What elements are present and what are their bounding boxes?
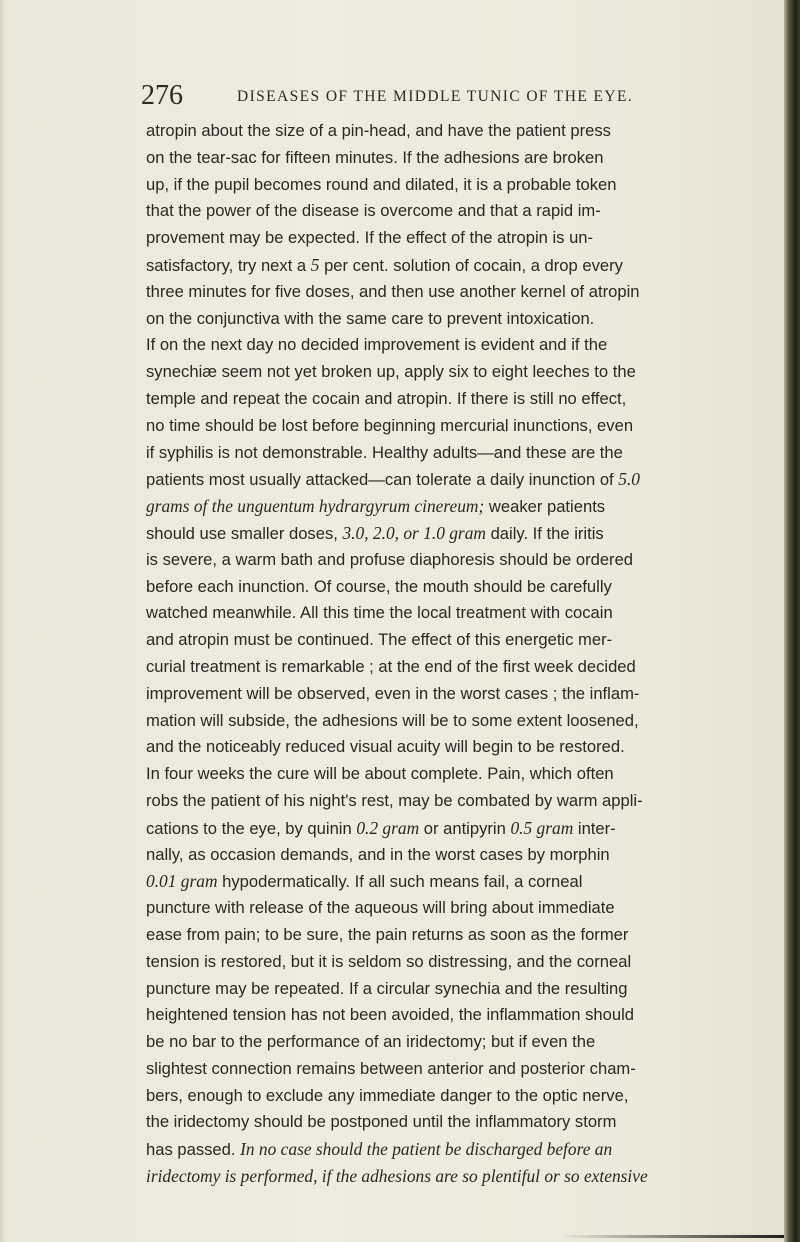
text-run: mation will subside, the adhesions will be to some extent loosened, bbox=[146, 710, 639, 730]
running-head bbox=[141, 76, 761, 116]
text-run: be no bar to the performance of an iridectomy; but if even the bbox=[146, 1032, 596, 1052]
italic-run: 0.5 gram bbox=[510, 817, 574, 838]
text-line bbox=[146, 681, 776, 708]
text-run: on the tear-sac for fifteen minutes. If the adhesions are broken bbox=[146, 147, 604, 167]
text-run: is severe, a warm bath and profuse diaphoresis should be ordered bbox=[146, 549, 634, 569]
text-line bbox=[146, 949, 776, 976]
text-run: before each inunction. Of course, the mouth should be carefully bbox=[146, 576, 612, 596]
text-line bbox=[146, 1002, 776, 1029]
text-line bbox=[146, 600, 776, 627]
text-line bbox=[146, 842, 776, 869]
italic-run: 5.0 bbox=[618, 469, 641, 490]
text-run: curial treatment is remarkable ; at the end of the first week decided bbox=[146, 656, 636, 676]
text-run: tension is restored, but it is seldom so distressing, and the corneal bbox=[146, 951, 632, 971]
text-line bbox=[146, 440, 776, 467]
text-line bbox=[146, 547, 776, 574]
body-text bbox=[146, 118, 776, 1190]
page-left-edge bbox=[0, 0, 6, 1242]
text-run: weaker patients bbox=[484, 497, 606, 517]
text-line bbox=[146, 1136, 776, 1163]
text-run: patients most usually attacked—can tolerate a daily inunction of bbox=[146, 470, 619, 490]
text-run: that the power of the disease is overcome and that a rapid im- bbox=[146, 201, 601, 221]
text-run: bers, enough to exclude any immediate danger to the optic nerve, bbox=[146, 1085, 629, 1105]
text-run: on the conjunctiva with the same care to prevent intoxication. bbox=[146, 308, 595, 328]
text-line bbox=[146, 574, 776, 601]
text-line bbox=[146, 788, 776, 815]
text-run: no time should be lost before beginning mercurial inunctions, even bbox=[146, 415, 634, 435]
text-line bbox=[146, 1056, 776, 1083]
text-line bbox=[146, 627, 776, 654]
text-run: up, if the pupil becomes round and dilated, it is a probable token bbox=[146, 174, 617, 194]
text-line bbox=[146, 895, 776, 922]
text-line bbox=[146, 1029, 776, 1056]
text-line bbox=[146, 654, 776, 681]
text-run: hypodermatically. If all such means fail, a corneal bbox=[217, 872, 583, 892]
text-run: per cent. solution of cocain, a drop every bbox=[319, 255, 623, 275]
text-run: inter- bbox=[573, 818, 616, 838]
text-line bbox=[146, 1163, 776, 1190]
text-line bbox=[146, 466, 776, 493]
text-run: has passed. bbox=[146, 1140, 241, 1160]
italic-run: 3.0, 2.0, or 1.0 gram bbox=[342, 522, 486, 543]
text-run: heightened tension has not been avoided, the inflammation should bbox=[146, 1005, 635, 1025]
page-number: 276 bbox=[141, 80, 183, 111]
bottom-shadow-rule bbox=[560, 1235, 784, 1238]
text-run: slightest connection remains between anterior and posterior cham- bbox=[146, 1058, 636, 1078]
text-run: satisfactory, try next a bbox=[146, 255, 311, 275]
text-run: and atropin must be continued. The effect of this energetic mer- bbox=[146, 630, 613, 650]
text-line bbox=[146, 252, 776, 279]
text-run: temple and repeat the cocain and atropin. If there is still no effect, bbox=[146, 388, 627, 408]
text-line bbox=[146, 145, 776, 172]
text-line bbox=[146, 279, 776, 306]
text-run: three minutes for five doses, and then use another kernel of atropin bbox=[146, 281, 640, 301]
text-run: synechiæ seem not yet broken up, apply six to eight leeches to the bbox=[146, 362, 636, 382]
text-line bbox=[146, 734, 776, 761]
text-line bbox=[146, 118, 776, 145]
text-run: ease from pain; to be sure, the pain returns as soon as the former bbox=[146, 924, 629, 944]
text-run: puncture with release of the aqueous will bring about immediate bbox=[146, 898, 615, 918]
binding-gutter bbox=[784, 0, 800, 1242]
text-line bbox=[146, 198, 776, 225]
text-line bbox=[146, 520, 776, 547]
text-line bbox=[146, 306, 776, 333]
text-line bbox=[146, 761, 776, 788]
text-line bbox=[146, 976, 776, 1003]
text-line bbox=[146, 386, 776, 413]
text-run: In four weeks the cure will be about complete. Pain, which often bbox=[146, 764, 614, 784]
italic-run: 0.2 gram bbox=[356, 817, 420, 838]
italic-run: grams of the unguentum hydrargyrum cinereum; bbox=[146, 496, 485, 517]
text-line bbox=[146, 868, 776, 895]
text-run: robs the patient of his night's rest, may be combated by warm appli- bbox=[146, 790, 643, 810]
text-run: and the noticeably reduced visual acuity will begin to be restored. bbox=[146, 737, 625, 757]
text-line bbox=[146, 359, 776, 386]
text-run: nally, as occasion demands, and in the worst cases by morphin bbox=[146, 844, 610, 864]
text-line bbox=[146, 172, 776, 199]
italic-run: iridectomy is performed, if the adhesions are so plentiful or so extensive bbox=[146, 1166, 648, 1187]
text-line bbox=[146, 815, 776, 842]
text-run: if syphilis is not demonstrable. Healthy adults—and these are the bbox=[146, 442, 623, 462]
text-run: If on the next day no decided improvement is evident and if the bbox=[146, 335, 608, 355]
text-run: watched meanwhile. All this time the local treatment with cocain bbox=[146, 603, 613, 623]
text-line bbox=[146, 1109, 776, 1136]
italic-run: 0.01 gram bbox=[146, 871, 218, 892]
text-run: atropin about the size of a pin-head, and have the patient press bbox=[146, 121, 611, 140]
italic-run: In no case should the patient be discharged before an bbox=[240, 1139, 613, 1160]
text-line bbox=[146, 332, 776, 359]
text-run: should use smaller doses, bbox=[146, 523, 343, 543]
text-line bbox=[146, 1083, 776, 1110]
text-line bbox=[146, 708, 776, 735]
text-line bbox=[146, 493, 776, 520]
text-line bbox=[146, 922, 776, 949]
running-head-title: DISEASES OF THE MIDDLE TUNIC OF THE EYE. bbox=[237, 88, 634, 105]
text-run: puncture may be repeated. If a circular synechia and the resulting bbox=[146, 978, 628, 998]
text-run: provement may be expected. If the effect of the atropin is un- bbox=[146, 228, 594, 248]
text-run: or antipyrin bbox=[419, 818, 511, 838]
text-run: improvement will be observed, even in the worst cases ; the inflam- bbox=[146, 683, 640, 703]
text-line bbox=[146, 225, 776, 252]
text-line bbox=[146, 413, 776, 440]
text-run: the iridectomy should be postponed until the inflammatory storm bbox=[146, 1112, 617, 1132]
italic-run: 5 bbox=[310, 254, 320, 275]
text-run: cations to the eye, by quinin bbox=[146, 818, 357, 838]
text-run: daily. If the iritis bbox=[485, 523, 604, 543]
